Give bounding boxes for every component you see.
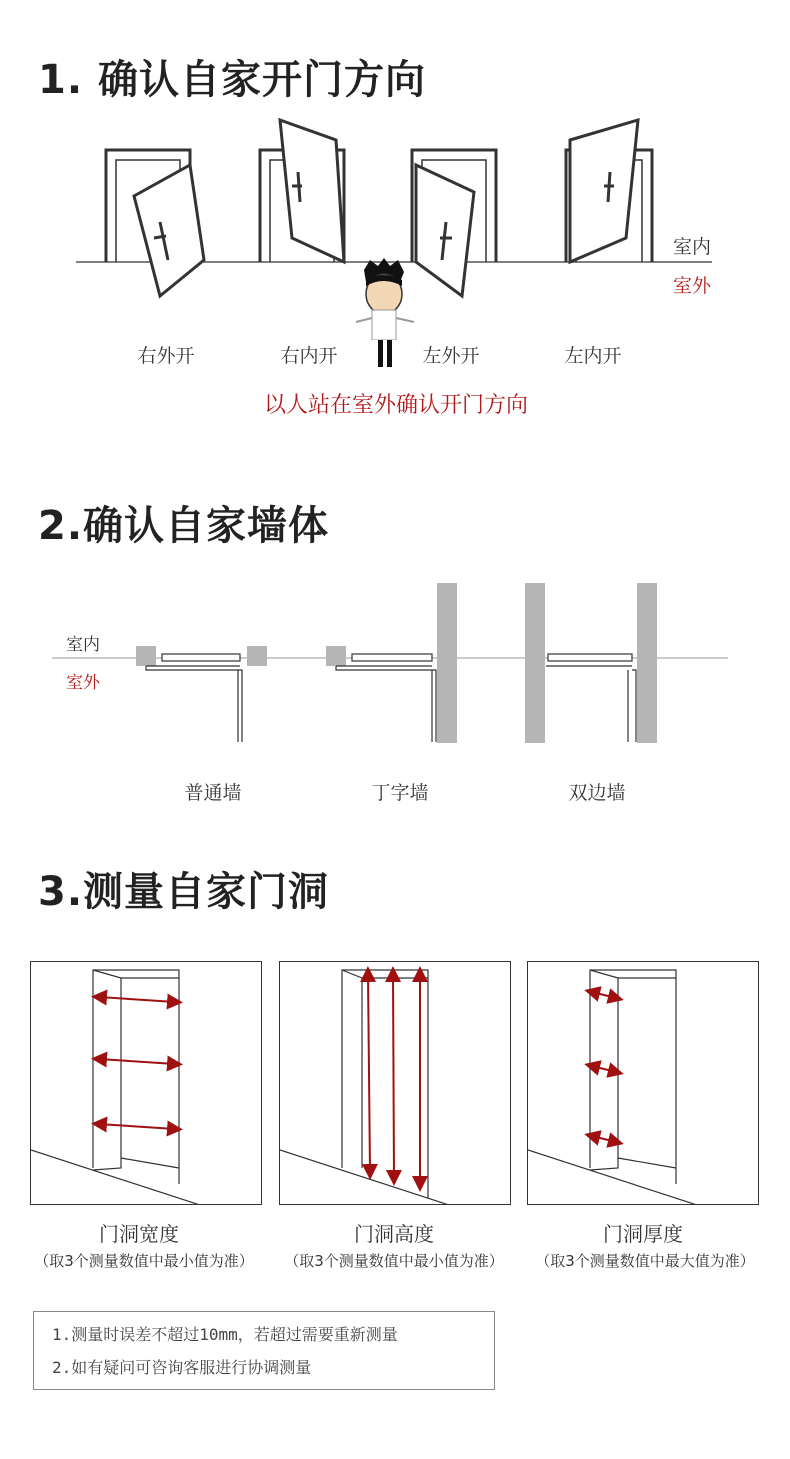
measurement-notes-box bbox=[33, 1311, 495, 1390]
outdoor-label: 室外 bbox=[673, 275, 712, 297]
note-line-1: 1.测量时误差不超过10mm，若超过需要重新测量 bbox=[52, 1325, 398, 1344]
wall-double bbox=[525, 583, 657, 743]
note-line-2: 2.如有疑问可咨询客服进行协调测量 bbox=[52, 1358, 312, 1377]
height-subcaption: （取3个测量数值中最小值为准） bbox=[284, 1252, 504, 1270]
indoor-label: 室内 bbox=[673, 236, 712, 258]
thickness-caption: 门洞厚度 bbox=[603, 1222, 683, 1246]
door-right-outward bbox=[106, 150, 204, 296]
door-right-inward bbox=[260, 120, 344, 262]
person-figure bbox=[356, 258, 414, 340]
wall-outdoor-label: 室外 bbox=[66, 673, 100, 693]
door-direction-diagram bbox=[0, 110, 790, 340]
measure-height-panel bbox=[279, 961, 511, 1205]
width-subcaption: （取3个测量数值中最小值为准） bbox=[34, 1252, 254, 1270]
door-left-inward bbox=[566, 120, 652, 262]
wall-label-t: 丁字墙 bbox=[371, 782, 429, 804]
door-label-left-outward: 左外开 bbox=[422, 345, 480, 367]
section1-title: 1. 确认自家开门方向 bbox=[38, 57, 426, 103]
wall-label-double: 双边墙 bbox=[568, 782, 626, 804]
door-label-right-outward: 右外开 bbox=[137, 345, 195, 367]
wall-normal bbox=[136, 646, 267, 742]
width-caption: 门洞宽度 bbox=[99, 1222, 179, 1246]
door-label-left-inward: 左内开 bbox=[564, 345, 622, 367]
section3-title: 3.测量自家门洞 bbox=[38, 869, 330, 915]
wall-label-normal: 普通墙 bbox=[184, 782, 242, 804]
direction-note: 以人站在室外确认开门方向 bbox=[263, 393, 529, 418]
measure-width-panel bbox=[30, 961, 262, 1205]
person-legs bbox=[376, 340, 394, 367]
section2-title: 2.确认自家墙体 bbox=[38, 503, 330, 549]
wall-type-diagram bbox=[0, 580, 790, 760]
wall-t bbox=[326, 583, 457, 743]
wall-indoor-label: 室内 bbox=[66, 635, 100, 655]
height-caption: 门洞高度 bbox=[354, 1222, 434, 1246]
door-left-outward bbox=[412, 150, 496, 296]
measure-thickness-panel bbox=[527, 961, 759, 1205]
thickness-subcaption: （取3个测量数值中最大值为准） bbox=[535, 1252, 755, 1270]
door-label-right-inward: 右内开 bbox=[280, 345, 338, 367]
